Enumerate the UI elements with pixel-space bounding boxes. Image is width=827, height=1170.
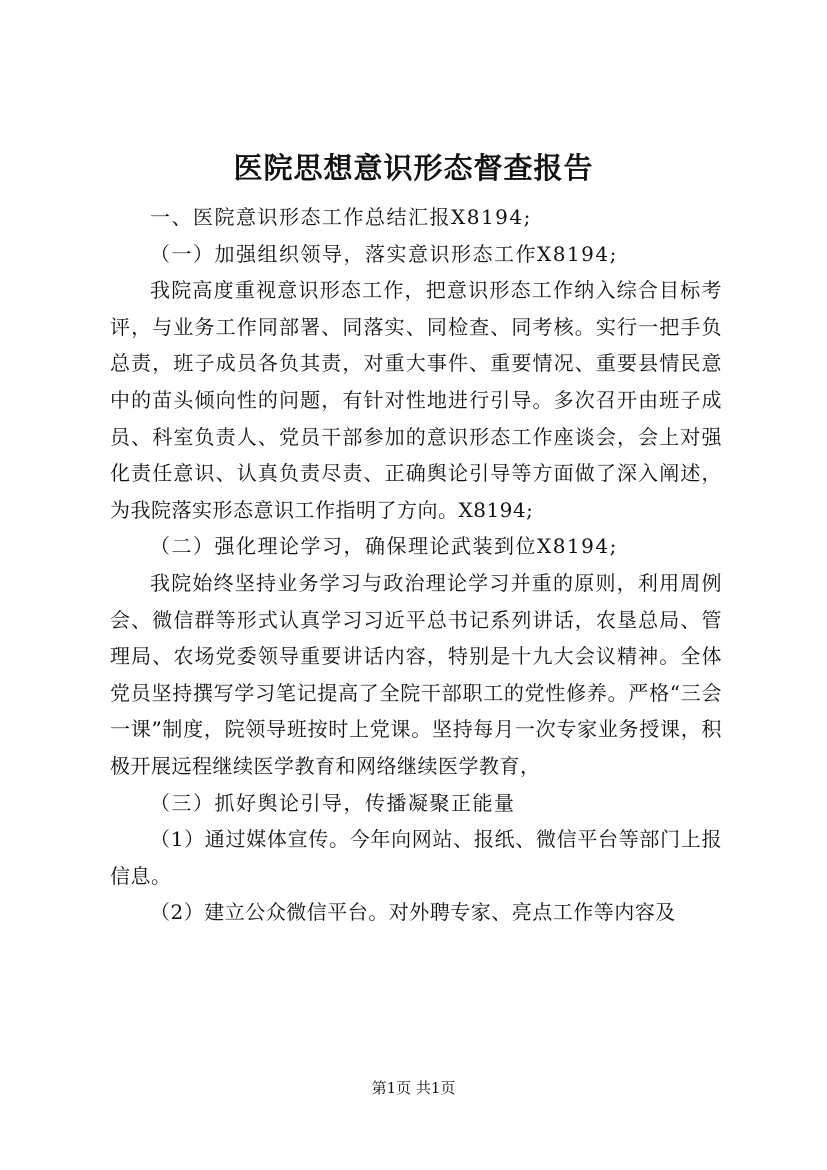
- subsection-heading: （一）加强组织领导，落实意识形态工作X8194;: [150, 241, 618, 266]
- section-heading: 一、医院意识形态工作总结汇报X8194;: [150, 205, 532, 229]
- subsection-heading: （二）强化理论学习，确保理论武装到位X8194;: [150, 534, 618, 559]
- subsection-heading: （三）抓好舆论引导，传播凝聚正能量: [150, 790, 516, 815]
- body-paragraph: （1）通过媒体宣传。今年向网站、报纸、微信平台等部门上报信息。: [110, 827, 722, 888]
- body-paragraph: 我院高度重视意识形态工作，把意识形态工作纳入综合目标考评，与业务工作同部署、同落实、同检查、同考核。实行一把手负总责，班子成员各负其责，对重大事件、重要情况、重要县情民意中的苗头倾向性的问题，有针对性地进行引导。多次召开由班子成员、科室负责人、党员干部参加的意识形态工作座谈会，会上对强化责任意识、认真负责尽责、正确舆论引导等方面做了深入阐述，为我院落实形态意识工作指明了方向。X8194;: [110, 278, 722, 522]
- page-footer: 第1页 共1页: [371, 1079, 456, 1097]
- document-body: [110, 199, 722, 931]
- body-paragraph: （2）建立公众微信平台。对外聘专家、亮点工作等内容及: [150, 900, 676, 925]
- body-paragraph: 我院始终坚持业务学习与政治理论学习并重的原则，利用周例会、微信群等形式认真学习习近平总书记系列讲话，农垦总局、管理局、农场党委领导重要讲话内容，特别是十九大会议精神。全体党员坚持撰写学习笔记提高了全院干部职工的党性修养。严格“三会一课”制度，院领导班按时上党课。坚持每月一次专家业务授课，积极开展远程继续医学教育和网络继续医学教育，: [110, 570, 722, 778]
- document-title: 医院思想意识形态督查报告: [233, 151, 594, 185]
